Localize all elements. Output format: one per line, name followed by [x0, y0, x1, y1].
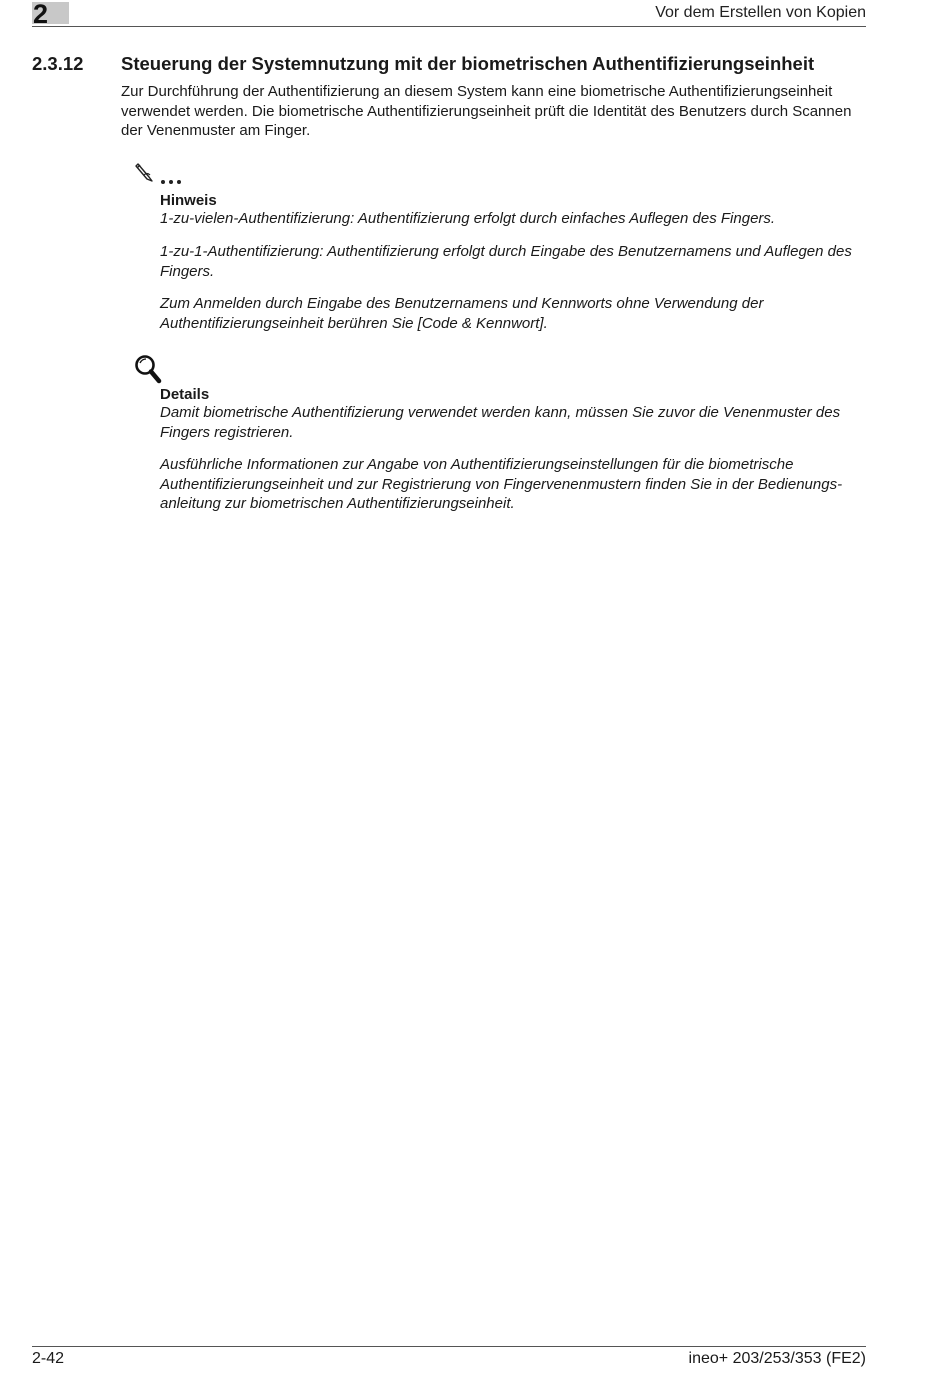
magnifier-icon	[134, 354, 162, 384]
pencil-note-icon	[134, 160, 184, 186]
hinweis-paragraph-2: 1-zu-1-Authentifizierung: Authentifizierung erfolgt durch Eingabe des Benutzernamens und Auflegen des Fingers.	[160, 243, 852, 280]
intro-paragraph: Zur Durchführung der Authentifizierung an diesem System kann eine biometrische Authentifizierungseinheit verwendet werden. Die biometrische Authentifizierungseinheit prüft die Identität des Benutzers durch Scannen der Venenmuster am Finger.	[121, 83, 852, 139]
details-paragraph-2: Ausführliche Informationen zur Angabe von Authentifizierungseinstellungen für die biometrische Authentifizierungseinheit und zur Registrierung von Fingervenenmustern finden Sie in der Bedienungs-anleitung zur biometrischen Authentifizierungseinheit.	[160, 456, 843, 512]
hinweis-paragraph-1: 1-zu-vielen-Authentifizierung: Authentifizierung erfolgt durch einfaches Auflegen des Fingers.	[160, 210, 776, 227]
running-header-title: Vor dem Erstellen von Kopien	[655, 4, 866, 21]
header-divider	[32, 26, 866, 27]
details-paragraph-1: Damit biometrische Authentifizierung verwendet werden kann, müssen Sie zuvor die Venenmuster des Fingers registrieren.	[160, 404, 841, 441]
chapter-number: 2	[33, 0, 49, 29]
details-heading: Details	[160, 386, 210, 403]
footer-divider	[32, 1346, 866, 1347]
page-number: 2-42	[32, 1350, 65, 1367]
section-title: Steuerung der Systemnutzung mit der biometrischen Authentifizierungseinheit	[121, 53, 815, 74]
section-number: 2.3.12	[32, 53, 84, 74]
product-name: ineo+ 203/253/353 (FE2)	[688, 1350, 866, 1367]
hinweis-paragraph-3: Zum Anmelden durch Eingabe des Benutzernamens und Kennworts ohne Verwendung der Authentifizierungseinheit berühren Sie [Code & Kennwort].	[160, 295, 764, 332]
hinweis-heading: Hinweis	[160, 192, 217, 209]
